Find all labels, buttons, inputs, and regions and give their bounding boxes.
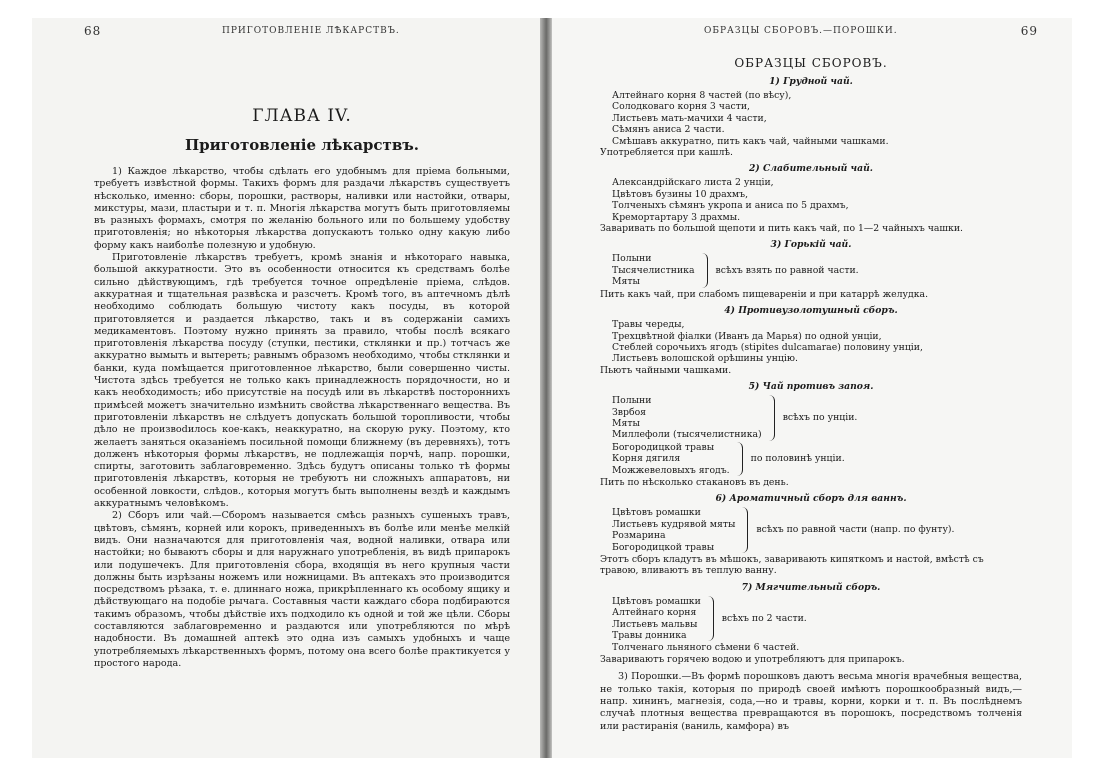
ingredient-line: Розмарина [612, 530, 666, 542]
recipe-5 [600, 381, 1022, 488]
brace [705, 596, 714, 642]
ingredient-line: Полыни [612, 395, 652, 407]
paragraph: Приготовленіе лѣкарствъ требуетъ, кромѣ знанія и нѣкотораго навыка, большой аккуратности. Это въ особенности относится къ средствамъ болѣе сильно дѣйствующимъ, гдѣ требуется точное опредѣленіе пріема, слѣдов. аккуратная и тщательная развѣска и разсчетъ. Кромѣ того, въ аптечномъ дѣлѣ необходимо соблюдать большую чистоту какъ посуды, въ которой приготовляется и раздается лѣкарство, такъ и въ содержаніи самихъ медикаментовъ. Поэтому нужно принять за правило, чтобы послѣ всякаго приготовленія лѣкарства посуду (ступки, пестики, стклянки и пр.) тотчасъ же аккуратно вымыть и вытереть; равнымъ образомъ необходимо, чтобы стклянки и банки, куда помѣщается приготовленное лѣкарство, были совершенно чисты. Чистота здѣсь требуется не только какъ принадлежность порядочности, но и какъ необходимость; ибо присутствіе на посудѣ или въ лѣкарствѣ постороннихъ примѣсей можетъ значительно измѣнить свойства лѣкарственнаго вещества. Въ приготовленіи лѣкарствъ не слѣдуетъ допускать большой торопливости, чтобы дѣло не произвodилось кое-какъ, неаккуратно, на скорую руку. Поэтому, кто желаетъ заняться оказаніемъ посильной помощи ближнему (въ деревняхъ), тотъ долженъ нѣкоторыя формы лѣкарствъ, не подлежащія порчѣ, напр. порошки, спирты, заготовить заблаговременно. Здѣсь будутъ описаны только тѣ формы приготовленія лѣкарствъ, которыя не требуютъ ни сложныхъ аппаратовъ, ни особенной ловкости, слѣдов., которыя могутъ быть выполнены вездѣ и каждымъ аккуратнымъ человѣкомъ. [94, 252, 510, 510]
ingredient-line: Алтейнаго корня [612, 607, 697, 619]
usage-line: Завариваютъ горячею водою и употребляютъ для припарокъ. [600, 653, 905, 665]
ingredient-line: Мяты [612, 417, 640, 429]
ingredient-line: Трехцвѣтной фіалки (Иванъ да Марья) по одной унціи, [612, 330, 882, 342]
right-page-header [552, 24, 1072, 40]
recipe-title: 4) Противузолотушный сборъ. [724, 305, 898, 317]
left-page-header [32, 24, 542, 40]
ingredient-group [600, 507, 1022, 553]
ingredient-line: Богородицкой травы [612, 541, 715, 553]
running-head: ОБРАЗЦЫ СБОРОВЪ.—ПОРОШКИ. [704, 26, 898, 36]
group-note: по половинѣ унціи. [750, 453, 845, 465]
ingredient-group [600, 253, 1022, 287]
ingredient-line: Александрійскаго листа 2 унціи, [612, 177, 774, 189]
usage-line: Употребляется при кашлѣ. [600, 147, 733, 159]
group-note: всѣхъ по 2 части. [721, 612, 807, 624]
recipe-2 [600, 163, 1022, 234]
ingredient-line: Травы донника [612, 630, 687, 642]
ingredient-line: Миллефоли (тысячелистника) [612, 429, 762, 441]
chapter-heading: ГЛАВА IV. [252, 106, 352, 126]
ingredient-line: Цвѣтовъ ромашки [612, 595, 701, 607]
brace [699, 253, 708, 287]
ingredient-group [600, 596, 1022, 642]
chapter-title: Приготовленіе лѣкарствъ. [184, 136, 419, 154]
group-items [612, 507, 735, 553]
ingredient-line: Полыни [612, 253, 652, 265]
recipe-title: 7) Мягчительный сборъ. [741, 581, 881, 593]
ingredient-line: Листьевъ кудрявой мяты [612, 518, 736, 530]
ingredient-line: Кремортартару 3 драхмы. [612, 211, 741, 223]
page-number: 69 [1020, 24, 1038, 38]
brace [734, 442, 743, 476]
ingredient-line: Толченыхъ сѣмянъ укропа и аниса по 5 драхмъ, [612, 200, 849, 212]
ingredient-line: Сѣмянъ аниса 2 части. [612, 124, 725, 136]
brace [739, 507, 748, 553]
left-page [32, 18, 542, 758]
group-note: всѣхъ взять по равной части. [715, 264, 859, 276]
usage-line: Пьютъ чайными чашками. [600, 364, 732, 376]
running-head: ПРИГОТОВЛЕНІЕ ЛѢКАРСТВЪ. [222, 26, 400, 36]
ingredient-group [600, 395, 1022, 441]
ingredient-line: Тысячелистника [612, 264, 695, 276]
ingredient-line: Травы череды, [612, 319, 685, 331]
ingredient-line: Богородицкой травы [612, 441, 715, 453]
ingredient-line: Зврбоя [612, 406, 647, 418]
ingredient-line: Солодковаго корня 3 части, [612, 101, 750, 113]
ingredient-line: Листьевъ волошской орѣшины унцію. [612, 353, 798, 365]
recipe-7 [600, 582, 1022, 665]
left-page-content [94, 106, 510, 670]
ingredient-line: Стеблей сорочьихъ ягодъ (stipites dulcamarae) половину унціи, [612, 341, 923, 353]
group-note: всѣхъ по равной части (напр. по фунту). [756, 524, 955, 536]
ingredient-line: Листьевъ мальвы [612, 618, 698, 630]
ingredient-line: Алтейнаго корня 8 частей (по вѣсу), [612, 90, 792, 101]
recipe-title: 5) Чай противъ запоя. [748, 381, 874, 393]
ingredient-group [600, 442, 1022, 476]
page-number: 68 [84, 24, 102, 38]
recipe-1 [600, 76, 1022, 158]
paragraph: 2) Сборъ или чай.—Сборомъ называется смѣсь разныхъ сушеныхъ травъ, цвѣтовъ, сѣмянъ, корней или корокъ, приведенныхъ въ болѣе или менѣе мелкій видъ. Они назначаются для приготовленія чая, водной наливки, отвара или настойки; но бываютъ сборы и для наружнаго употребленія, въ видѣ припарокъ или подушечекъ. Для приготовленія сбора, входящія въ него крупныя части должны быть изрѣзаны ножемъ или ножницами. Въ аптекахъ это производится посредствомъ рѣзака, т. е. длиннаго ножа, прикрѣпленнаго къ особому ящику и дѣйствующаго на подобіе рычага. Составныя части каждаго сбора подбираются такимъ образомъ, чтобы дѣйствіе ихъ подходило къ одной и той же цѣли. Сборы составляются заблаговременно и раздаются или употребляются по мѣрѣ надобности. Въ домашней аптекѣ это одна изъ самыхъ удобныхъ и чаще употребляемыхъ лѣкарственныхъ формъ, потому она всего болѣе практикуется у простого народа. [94, 510, 510, 669]
recipe-title: 2) Слабительный чай. [749, 163, 873, 175]
group-note: всѣхъ по унціи. [782, 412, 858, 424]
instruction-line: Смѣшавъ аккуратно, пить какъ чай, чайными чашками. [612, 135, 889, 147]
ingredient-line: Толченаго льняного сѣмени 6 частей. [612, 642, 800, 654]
recipe-4 [600, 305, 1022, 376]
paragraph: 3) Порошки.—Въ формѣ порошковъ даютъ весьма многія врачебныя вещества, не только такія, которыя по природѣ своей имѣютъ порошкообразный видъ,—напр. хининъ, магнезія, сода,—но и травы, корни, корки и т. п. Въ послѣднемъ случаѣ плотныя вещества превращаются въ порошокъ, посредствомъ толченія или растиранія (ваниль, камфора) въ [600, 671, 1022, 732]
usage-line: Заваривать по большой щепоти и пить какъ чай, по 1—2 чайныхъ чашки. [600, 223, 963, 235]
group-items [612, 395, 762, 441]
ingredient-line: Мяты [612, 276, 640, 288]
ingredient-line: Цвѣтовъ ромашки [612, 507, 701, 519]
right-page-content [600, 56, 1022, 733]
recipe-title: 1) Грудной чай. [769, 76, 853, 87]
recipe-title: 6) Ароматичный сборъ для ваннъ. [715, 493, 907, 505]
recipe-6 [600, 493, 1022, 576]
brace [766, 395, 775, 441]
group-items [612, 442, 730, 476]
recipe-title: 3) Горькій чай. [770, 239, 852, 251]
ingredient-line: Цвѣтовъ бузины 10 драхмъ, [612, 188, 749, 200]
section-title: ОБРАЗЦЫ СБОРОВЪ. [734, 56, 888, 70]
group-items [612, 253, 695, 287]
ingredient-line: Листьевъ мать-мачихи 4 части, [612, 112, 767, 124]
right-page [552, 18, 1072, 758]
usage-line: Пить по нѣсколько стакановъ въ день. [600, 476, 789, 488]
ingredient-line: Можжевеловыхъ ягодъ. [612, 464, 730, 476]
paragraph: 1) Каждое лѣкарство, чтобы сдѣлать его удобнымъ для пріема больными, требуетъ извѣстной формы. Такихъ формъ для раздачи лѣкарствъ существуетъ нѣсколько, именно: сборы, порошки, растворы, наливки или настойки, отвары, микстуры, мази, пластыри и т. п. Многія лѣкарства могутъ быть приготовляемы въ разныхъ формахъ, смотря по желанію больного или по большему удобству приготовленія; но нѣкоторыя лѣкарства допускаютъ только одну какую либо форму какъ наиболѣе полезную и удобную. [94, 166, 510, 251]
usage-line: Этотъ сборъ кладутъ въ мѣшокъ, заваривають кипяткомъ и настой, вмѣстѣ съ травою, вливаютъ въ теплую ванну. [600, 554, 984, 577]
usage-line: Пить какъ чай, при слабомъ пищевареніи и при катаррѣ желудка. [600, 288, 929, 300]
ingredient-line: Корня дягиля [612, 453, 681, 465]
recipe-3 [600, 239, 1022, 300]
group-items [612, 596, 701, 642]
